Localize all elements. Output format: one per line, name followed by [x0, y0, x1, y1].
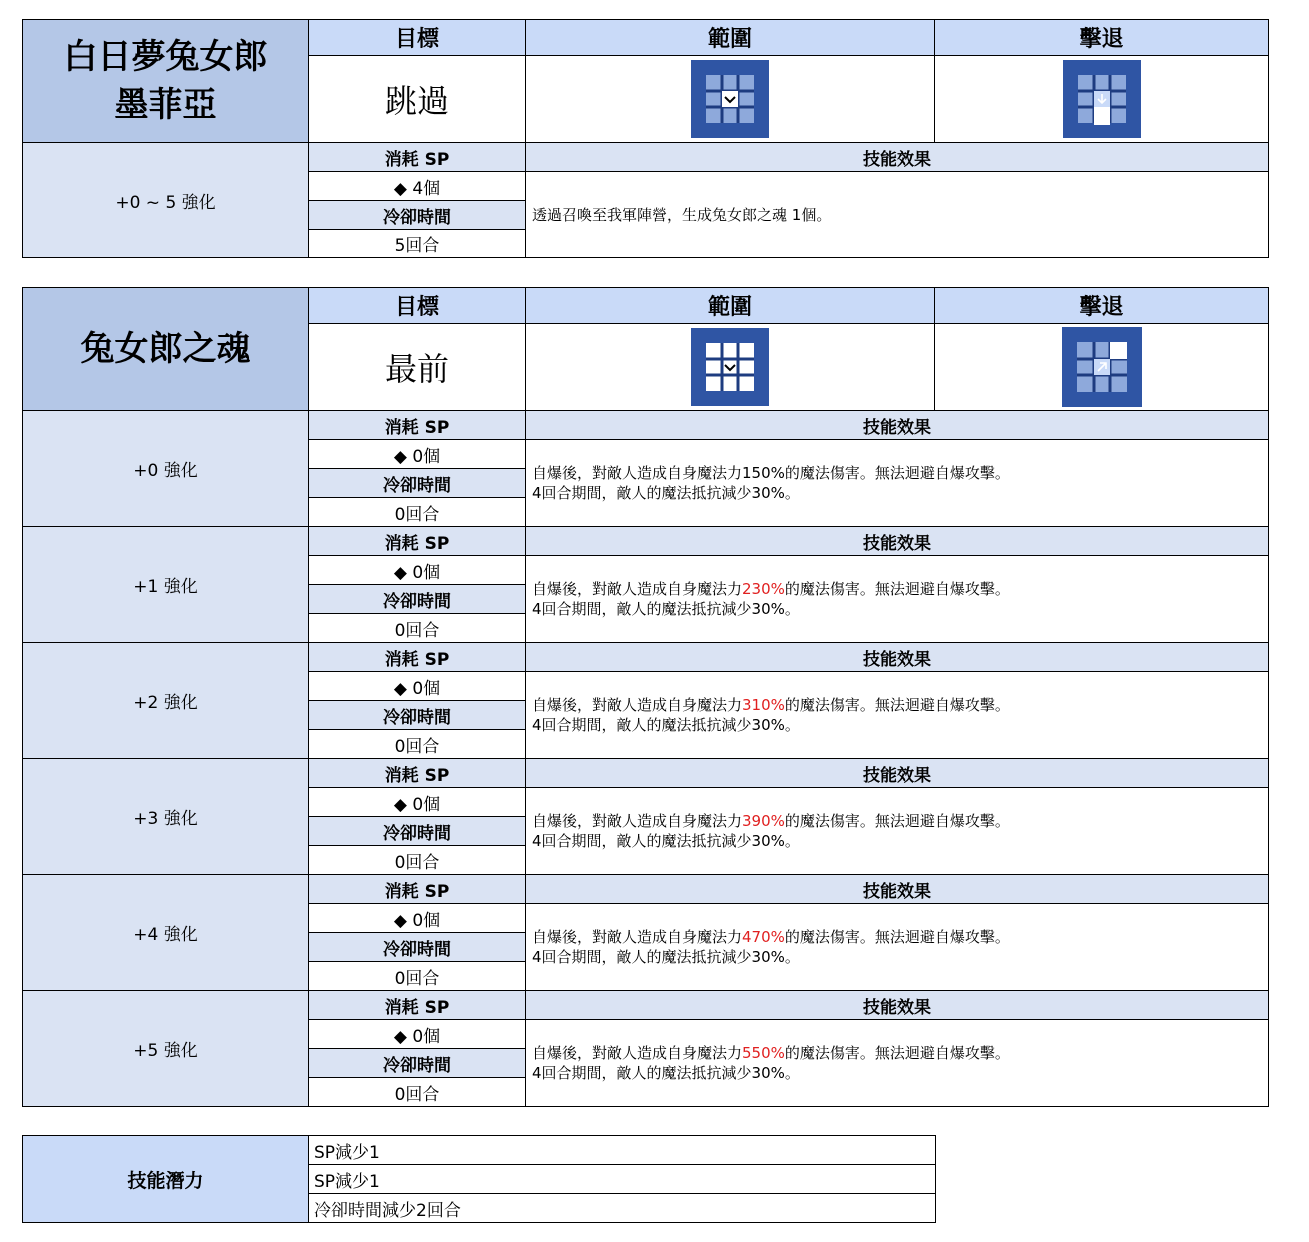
effect-line1	[532, 811, 1268, 831]
effect-label: 技能效果	[526, 143, 1269, 172]
cooldown-value: 0回合	[309, 962, 526, 991]
range-grid-icon	[691, 60, 769, 138]
cooldown-label: 冷卻時間	[309, 469, 526, 498]
cooldown-label: 冷卻時間	[309, 817, 526, 846]
level-label: +4 強化	[23, 875, 309, 991]
level-label: +0 強化	[23, 411, 309, 527]
potential-item: SP減少1	[309, 1136, 936, 1165]
cooldown-label: 冷卻時間	[309, 585, 526, 614]
cooldown-value: 0回合	[309, 498, 526, 527]
cooldown-label: 冷卻時間	[309, 933, 526, 962]
sp-label: 消耗 SP	[309, 875, 526, 904]
effect-text: 透過召喚至我軍陣營，生成兔女郎之魂 1個。	[526, 172, 1269, 258]
level-label: +2 強化	[23, 643, 309, 759]
sp-value: ◆ 0個	[309, 556, 526, 585]
unit1-skill-table	[22, 19, 1269, 258]
knockback-header: 擊退	[935, 20, 1269, 56]
effect-label: 技能效果	[526, 411, 1269, 440]
effect-multiplier: 550%	[742, 1044, 785, 1062]
effect-multiplier: 310%	[742, 696, 785, 714]
level-label: +1 強化	[23, 527, 309, 643]
effect-line2: 4回合期間，敵人的魔法抵抗減少30%。	[532, 1064, 800, 1082]
effect-line1	[532, 463, 1268, 483]
effect-multiplier: 470%	[742, 928, 785, 946]
effect-label: 技能效果	[526, 875, 1269, 904]
effect-line1	[532, 695, 1268, 715]
effect-line2: 4回合期間，敵人的魔法抵抗減少30%。	[532, 484, 800, 502]
effect-line2: 4回合期間，敵人的魔法抵抗減少30%。	[532, 716, 800, 734]
sp-label: 消耗 SP	[309, 643, 526, 672]
knockback-header: 擊退	[935, 288, 1269, 324]
level-label: +5 強化	[23, 991, 309, 1107]
sp-label: 消耗 SP	[309, 527, 526, 556]
cooldown-label: 冷卻時間	[309, 201, 526, 230]
range-header: 範圍	[526, 20, 935, 56]
sp-value: ◆ 0個	[309, 788, 526, 817]
range-cell	[526, 56, 935, 143]
effect-label: 技能效果	[526, 643, 1269, 672]
cooldown-label: 冷卻時間	[309, 701, 526, 730]
effect-post: 的魔法傷害。無法迴避自爆攻擊。	[784, 464, 1010, 482]
effect-multiplier: 150%	[742, 464, 785, 482]
knockback-cell	[935, 56, 1269, 143]
effect-label: 技能效果	[526, 527, 1269, 556]
effect-text	[526, 904, 1269, 991]
cooldown-value: 0回合	[309, 614, 526, 643]
effect-text	[526, 788, 1269, 875]
target-value: 最前	[309, 324, 526, 411]
effect-multiplier: 230%	[742, 580, 785, 598]
potential-item: SP減少1	[309, 1165, 936, 1194]
cooldown-label: 冷卻時間	[309, 1049, 526, 1078]
effect-text	[526, 440, 1269, 527]
cooldown-value: 0回合	[309, 1078, 526, 1107]
effect-label: 技能效果	[526, 759, 1269, 788]
effect-line1	[532, 579, 1268, 599]
effect-pre: 自爆後，對敵人造成自身魔法力	[532, 1044, 743, 1062]
effect-line2: 4回合期間，敵人的魔法抵抗減少30%。	[532, 948, 800, 966]
sp-value: ◆ 0個	[309, 440, 526, 469]
range-cell	[526, 324, 935, 411]
range-grid-icon	[691, 328, 769, 406]
effect-post: 的魔法傷害。無法迴避自爆攻擊。	[784, 812, 1010, 830]
level-label: +0 ~ 5 強化	[23, 143, 309, 258]
effect-post: 的魔法傷害。無法迴避自爆攻擊。	[784, 580, 1010, 598]
level-label: +3 強化	[23, 759, 309, 875]
sp-value: ◆ 0個	[309, 1020, 526, 1049]
sp-value: ◆ 0個	[309, 672, 526, 701]
effect-line2: 4回合期間，敵人的魔法抵抗減少30%。	[532, 600, 800, 618]
sp-label: 消耗 SP	[309, 411, 526, 440]
effect-post: 的魔法傷害。無法迴避自爆攻擊。	[784, 1044, 1010, 1062]
unit-name-line2: 墨菲亞	[114, 85, 217, 125]
effect-pre: 自爆後，對敵人造成自身魔法力	[532, 928, 743, 946]
effect-pre: 自爆後，對敵人造成自身魔法力	[532, 580, 743, 598]
skill-potential-table	[22, 1135, 936, 1223]
effect-line2: 4回合期間，敵人的魔法抵抗減少30%。	[532, 832, 800, 850]
unit-name-line1: 白日夢兔女郎	[63, 37, 268, 77]
knockback-diagonal-icon	[1062, 327, 1142, 407]
effect-text	[526, 672, 1269, 759]
knockback-down-icon	[1063, 60, 1141, 138]
effect-line1	[532, 1043, 1268, 1063]
cooldown-value: 0回合	[309, 846, 526, 875]
cooldown-value: 5回合	[309, 230, 526, 258]
sp-value: ◆ 0個	[309, 904, 526, 933]
unit-name: 兔女郎之魂	[23, 288, 309, 411]
target-header: 目標	[309, 288, 526, 324]
effect-label: 技能效果	[526, 991, 1269, 1020]
effect-line1	[532, 927, 1268, 947]
range-header: 範圍	[526, 288, 935, 324]
sp-label: 消耗 SP	[309, 143, 526, 172]
effect-multiplier: 390%	[742, 812, 785, 830]
sp-value: ◆ 4個	[309, 172, 526, 201]
effect-pre: 自爆後，對敵人造成自身魔法力	[532, 812, 743, 830]
target-header: 目標	[309, 20, 526, 56]
potential-item: 冷卻時間減少2回合	[309, 1194, 936, 1223]
effect-pre: 自爆後，對敵人造成自身魔法力	[532, 464, 743, 482]
potential-label: 技能潛力	[23, 1136, 309, 1223]
effect-post: 的魔法傷害。無法迴避自爆攻擊。	[784, 696, 1010, 714]
sp-label: 消耗 SP	[309, 991, 526, 1020]
sp-label: 消耗 SP	[309, 759, 526, 788]
unit2-skill-table	[22, 287, 1269, 1107]
effect-text	[526, 1020, 1269, 1107]
target-value: 跳過	[309, 56, 526, 143]
cooldown-value: 0回合	[309, 730, 526, 759]
unit-name	[23, 20, 309, 143]
effect-post: 的魔法傷害。無法迴避自爆攻擊。	[784, 928, 1010, 946]
effect-text	[526, 556, 1269, 643]
knockback-cell	[935, 324, 1269, 411]
effect-pre: 自爆後，對敵人造成自身魔法力	[532, 696, 743, 714]
